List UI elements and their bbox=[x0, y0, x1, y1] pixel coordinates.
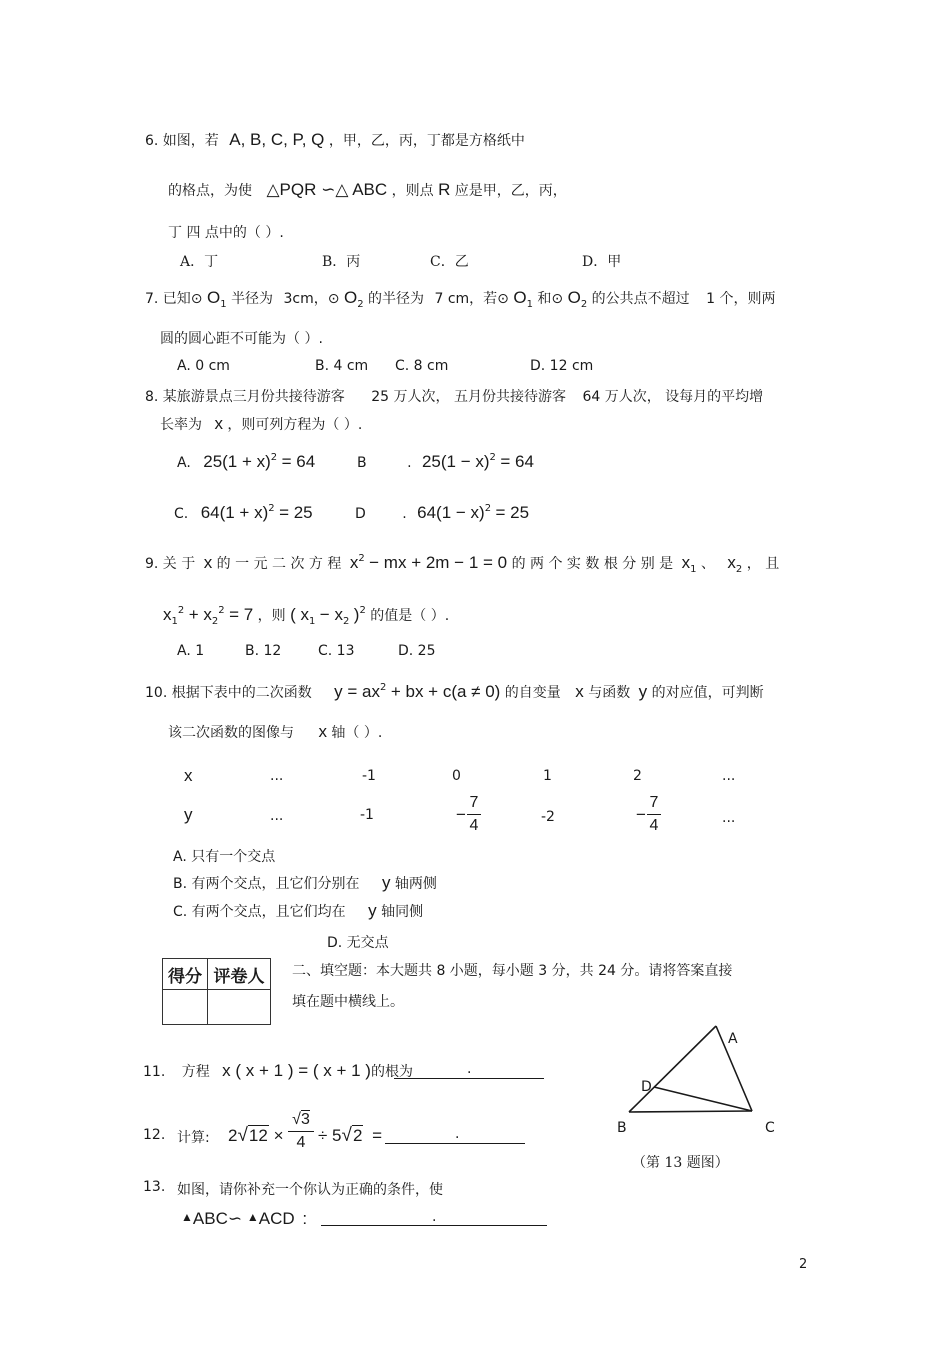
q10-table-x-6: ... bbox=[722, 768, 736, 784]
q10-table-y-label: y bbox=[184, 805, 193, 824]
q10-text-c: 与函数 bbox=[588, 685, 631, 701]
q9-option-b: B. 12 bbox=[245, 643, 282, 659]
q13-condition bbox=[181, 1209, 307, 1229]
sqrt-icon: √ bbox=[341, 1125, 352, 1146]
q8-value-2: 64 bbox=[582, 389, 601, 405]
q7-line2: 圆的圆心距不可能为（ ）. bbox=[160, 331, 323, 347]
q6-option-b: B．丙 bbox=[322, 254, 361, 270]
q12-radicand-1: 12 bbox=[248, 1126, 268, 1145]
q10-fraction-1-bar bbox=[467, 814, 481, 815]
q6-point-r: R bbox=[438, 180, 451, 199]
sqrt-icon: √ bbox=[292, 1111, 301, 1128]
q10-option-b-y: y bbox=[381, 873, 391, 892]
q10-table-x-1: ... bbox=[270, 768, 284, 784]
q8-option-c-label: C. bbox=[174, 506, 189, 522]
q6-similar-triangles: △PQR ∽△ ABC bbox=[266, 180, 388, 199]
q8-line2 bbox=[160, 414, 362, 434]
q10-option-a: A. 只有一个交点 bbox=[173, 849, 276, 865]
q9-text-c: 的 两 个 实 数 根 分 别 是 bbox=[511, 556, 674, 572]
q8-text-c: 万人次， 设每月的平均增 bbox=[604, 389, 764, 405]
q8-text-a: 8. 某旅游景点三月份共接待游客 bbox=[145, 389, 345, 405]
q9-option-c: C. 13 bbox=[318, 643, 355, 659]
q10-table-y-3-fraction bbox=[467, 794, 481, 835]
side-bc bbox=[629, 1111, 752, 1112]
q8-option-c-eq: 64(1 + x) bbox=[200, 503, 269, 522]
q12-expression-tail bbox=[318, 1125, 382, 1147]
q13-triangle-figure bbox=[612, 1020, 802, 1130]
q12-fraction-den: 4 bbox=[296, 1134, 306, 1151]
q7-sub-2: 2 bbox=[357, 299, 364, 310]
q10-table-y-6: ... bbox=[722, 810, 736, 826]
q10-var-x: x bbox=[575, 682, 584, 701]
score-table-input-row bbox=[163, 990, 271, 1025]
q8-option-b bbox=[357, 452, 534, 472]
q8-option-b-exp: 2 bbox=[489, 452, 496, 463]
section2-instructions-line1: 二、填空题：本大题共 8 小题，每小题 3 分，共 24 分。请将答案直接 bbox=[292, 963, 733, 979]
q8-text-d: 长率为 bbox=[160, 417, 202, 433]
q11-line bbox=[143, 1061, 413, 1081]
q8-option-a-label: A. bbox=[177, 455, 191, 471]
q9-diff-close: ) bbox=[353, 605, 360, 624]
q6-option-d: D．甲 bbox=[582, 254, 622, 270]
q9-diff-sub-1: 1 bbox=[308, 616, 316, 627]
q9-line1 bbox=[145, 553, 779, 575]
q9-x2-exp: 2 bbox=[218, 605, 225, 616]
q10-table-y-2: -1 bbox=[360, 807, 374, 823]
q10-fraction-2-den: 4 bbox=[649, 817, 659, 834]
q8-line1 bbox=[145, 386, 763, 406]
q9-diff-minus: − x bbox=[319, 605, 343, 624]
q6-line1 bbox=[145, 130, 525, 150]
q6-option-c: C．乙 bbox=[430, 254, 469, 270]
q11-text-a: 方程 bbox=[181, 1064, 210, 1080]
q9-root-1-sub: 1 bbox=[690, 564, 697, 575]
q8-option-d-rhs: = 25 bbox=[495, 503, 530, 522]
q9-x1-exp: 2 bbox=[177, 605, 185, 616]
q8-option-d-dot: . bbox=[402, 506, 407, 522]
q10-table-y-3-sign: − bbox=[456, 805, 466, 824]
q9-text-d: ， 且 bbox=[746, 556, 780, 572]
q12-fraction-num bbox=[288, 1111, 314, 1129]
grader-label-cell: 评卷人 bbox=[208, 959, 271, 990]
q10-option-b-text-a: B. 有两个交点，且它们分别在 bbox=[173, 876, 360, 892]
q10-table-y-4: -2 bbox=[541, 809, 555, 825]
fig-caption: （第 13 题图） bbox=[632, 1155, 729, 1171]
score-table bbox=[162, 958, 271, 1025]
q8-text-b: 万人次， 五月份共接待游客 bbox=[393, 389, 566, 405]
q10-text-a: 10. 根据下表中的二次函数 bbox=[145, 685, 312, 701]
q6-option-a: A．丁 bbox=[180, 254, 219, 270]
q6-text-b: ，甲，乙，丙，丁都是方格纸中 bbox=[328, 133, 525, 149]
q9-x1-sub: 1 bbox=[171, 616, 178, 627]
q11-equation: x ( x + 1 ) = ( x + 1 ) bbox=[222, 1061, 371, 1080]
q7-line1 bbox=[145, 288, 776, 310]
q7-text-c: ，⊙ bbox=[313, 291, 340, 307]
q6-text-c: 的格点，为使 bbox=[168, 183, 252, 199]
q9-option-a: A. 1 bbox=[177, 643, 205, 659]
q7-sub-4: 2 bbox=[580, 299, 588, 310]
q8-text-e: ，则可列方程为（ ）. bbox=[227, 417, 363, 433]
q9-diff-open: ( x bbox=[290, 605, 309, 624]
q10-option-b-text-b: 轴两侧 bbox=[394, 876, 437, 892]
section2-instructions-line2: 填在题中横线上。 bbox=[292, 994, 404, 1010]
q9-equation: − mx + 2m − 1 = 0 bbox=[369, 553, 508, 572]
q8-option-a-eq: 25(1 + x) bbox=[203, 452, 271, 471]
q8-value-1: 25 bbox=[371, 389, 390, 405]
q6-points: A, B, C, P, Q bbox=[229, 130, 325, 149]
q9-root-2: x bbox=[727, 553, 736, 572]
fig-label-a: A bbox=[728, 1031, 738, 1047]
q10-fraction-1-num: 7 bbox=[469, 794, 479, 811]
q12-blank-dot: . bbox=[455, 1126, 460, 1142]
q9-diff-exp: 2 bbox=[359, 605, 366, 616]
q10-text-e: 该二次函数的图像与 bbox=[168, 725, 294, 741]
q10-option-d: D. 无交点 bbox=[327, 935, 389, 951]
q9-x2-sub: 2 bbox=[211, 616, 219, 627]
q6-text-d: ，则点 bbox=[391, 183, 434, 199]
q10-table-x-4: 1 bbox=[543, 768, 552, 784]
q8-option-d bbox=[355, 503, 529, 523]
q8-option-d-label: D bbox=[355, 506, 366, 522]
score-table-header-row bbox=[163, 959, 271, 990]
q12-label: 12. bbox=[143, 1127, 166, 1143]
q10-line1 bbox=[145, 682, 764, 702]
fig-label-c: C bbox=[765, 1120, 775, 1136]
triangle-icon: ▲ bbox=[181, 1210, 193, 1224]
q10-option-c-y: y bbox=[368, 901, 377, 920]
q9-option-d: D. 25 bbox=[398, 643, 436, 659]
q8-option-b-eq: 25(1 − x) bbox=[421, 452, 490, 471]
q8-option-a bbox=[177, 452, 315, 472]
q10-table-y-5-fraction bbox=[647, 794, 661, 835]
q10-text-b: 的自变量 bbox=[504, 685, 561, 701]
q13-label: 13. bbox=[143, 1179, 166, 1195]
q7-option-a: A. 0 cm bbox=[177, 358, 230, 374]
q9-text-b: 的 一 元 二 次 方 程 bbox=[216, 556, 342, 572]
fig-label-b: B bbox=[617, 1120, 627, 1136]
q10-function-rest: + bx + c(a ≠ 0) bbox=[390, 682, 501, 701]
q9-diff-sub-2: 2 bbox=[342, 616, 350, 627]
q8-option-b-rhs: = 64 bbox=[500, 452, 534, 471]
q12-times: × bbox=[273, 1126, 284, 1145]
q7-text-a: 7. 已知⊙ bbox=[145, 291, 203, 307]
q10-text-d: 的对应值，可判断 bbox=[651, 685, 764, 701]
q8-option-b-dot: . bbox=[407, 455, 412, 471]
grader-input-cell[interactable] bbox=[208, 990, 271, 1025]
q8-var-x: x bbox=[214, 414, 223, 433]
q12-text: 计算: bbox=[177, 1130, 210, 1146]
q10-table-x-label: x bbox=[184, 766, 193, 785]
q12-fraction-bar bbox=[288, 1131, 314, 1132]
q11-label: 11. bbox=[143, 1064, 166, 1080]
q10-option-c-text-b: 轴同侧 bbox=[381, 904, 424, 920]
q10-table-x-5: 2 bbox=[633, 768, 642, 784]
q10-text-f: 轴（ ）. bbox=[331, 725, 383, 741]
q8-option-d-exp: 2 bbox=[484, 503, 492, 514]
score-label-cell: 得分 bbox=[163, 959, 208, 990]
segment-dc bbox=[654, 1087, 752, 1111]
q6-text-e: 应是甲，乙，丙， bbox=[454, 183, 567, 199]
q12-answer-blank[interactable] bbox=[385, 1143, 525, 1144]
q11-answer-blank[interactable] bbox=[394, 1078, 544, 1079]
q9-text-a: 9. 关 于 bbox=[145, 556, 196, 572]
q13-triangle-abc: ABC bbox=[192, 1209, 228, 1228]
triangle-icon: ▲ bbox=[246, 1210, 259, 1224]
q7-option-c: C. 8 cm bbox=[395, 358, 449, 374]
q8-option-a-exp: 2 bbox=[270, 452, 278, 463]
q7-text-e: ，若⊙ bbox=[469, 291, 509, 307]
q10-fraction-2-bar bbox=[647, 814, 661, 815]
q9-equals-7: = 7 bbox=[229, 605, 254, 624]
q12-radicand-2: 2 bbox=[352, 1126, 363, 1145]
q10-table-x-2: -1 bbox=[362, 768, 376, 784]
q13-colon: : bbox=[302, 1209, 308, 1228]
q9-text-f: 的值是（ ）. bbox=[370, 608, 450, 624]
q7-sub-3: 1 bbox=[526, 299, 533, 310]
q11-blank-dot: . bbox=[467, 1061, 472, 1077]
q9-plus-x2: + x bbox=[188, 605, 212, 624]
q8-option-a-rhs: = 64 bbox=[281, 452, 316, 471]
q7-sub-1: 1 bbox=[220, 299, 227, 310]
q13-similar-symbol: ∽ bbox=[227, 1209, 243, 1228]
q8-option-c-exp: 2 bbox=[268, 503, 275, 514]
q8-option-d-eq: 64(1 − x) bbox=[417, 503, 485, 522]
q13-text: 如图，请你补充一个你认为正确的条件，使 bbox=[177, 1182, 443, 1198]
q12-divide: ÷ 5 bbox=[318, 1126, 342, 1145]
q7-circle-o1-b: O bbox=[513, 288, 527, 307]
q7-text-g: 的公共点不超过 bbox=[591, 291, 690, 307]
q12-fraction-radicand: 3 bbox=[300, 1111, 310, 1128]
q10-option-c-text-a: C. 有两个交点，且它们均在 bbox=[173, 904, 346, 920]
q6-line2 bbox=[168, 180, 567, 200]
sqrt-icon: √ bbox=[237, 1125, 248, 1146]
q10-option-c bbox=[173, 901, 423, 921]
q10-option-b bbox=[173, 873, 437, 893]
q10-var-x-2: x bbox=[318, 722, 327, 741]
q7-text-d: 的半径为 bbox=[368, 291, 425, 307]
q7-text-h: 个，则两 bbox=[719, 291, 776, 307]
q7-count: 1 bbox=[706, 291, 716, 307]
score-input-cell[interactable] bbox=[163, 990, 208, 1025]
q7-text-f: 和⊙ bbox=[537, 291, 564, 307]
q10-function: y = ax bbox=[334, 682, 381, 701]
page-number: 2 bbox=[799, 1257, 808, 1272]
q7-circle-o2: O bbox=[343, 288, 358, 307]
q10-function-exp: 2 bbox=[380, 682, 387, 693]
q11-text-b: 的根为 bbox=[370, 1064, 413, 1080]
q6-line3: 丁 四 点中的（ ）. bbox=[168, 225, 284, 241]
q7-circle-o2-b: O bbox=[567, 288, 581, 307]
q7-text-b: 半径为 bbox=[231, 291, 274, 307]
q8-option-c bbox=[174, 503, 313, 523]
q7-option-b: B. 4 cm bbox=[315, 358, 369, 374]
q12-coef: 2 bbox=[228, 1126, 238, 1145]
q9-x1: x bbox=[163, 605, 172, 624]
q7-option-d: D. 12 cm bbox=[530, 358, 594, 374]
q9-root-1: x bbox=[681, 553, 691, 572]
q12-fraction bbox=[288, 1111, 314, 1152]
fig-label-d: D bbox=[641, 1079, 652, 1095]
q12-expression bbox=[228, 1125, 284, 1147]
q10-var-y: y bbox=[638, 682, 648, 701]
q13-answer-blank[interactable] bbox=[321, 1225, 547, 1226]
q9-var-x: x bbox=[203, 553, 213, 572]
q9-eq-exp: 2 bbox=[358, 553, 365, 564]
q9-sep: 、 bbox=[700, 556, 715, 572]
q9-text-e: ，则 bbox=[257, 608, 286, 624]
q9-eq-x: x bbox=[349, 553, 359, 572]
q10-table-y-1: ... bbox=[270, 808, 284, 824]
q8-option-c-rhs: = 25 bbox=[279, 503, 313, 522]
q7-radius-1: 3cm bbox=[283, 291, 314, 307]
q8-option-b-label: B bbox=[357, 455, 367, 471]
q10-table-y-5-sign: − bbox=[636, 805, 646, 824]
q10-table-x-3: 0 bbox=[452, 768, 461, 784]
q10-fraction-1-den: 4 bbox=[469, 817, 479, 834]
q7-radius-2: 7 cm bbox=[434, 291, 470, 307]
q13-blank-dot: . bbox=[432, 1209, 437, 1225]
q9-line2 bbox=[163, 605, 449, 627]
q7-circle-o1: O bbox=[207, 288, 221, 307]
q10-fraction-2-num: 7 bbox=[649, 794, 659, 811]
q10-line2 bbox=[168, 722, 382, 742]
q6-text-a: 6. 如图，若 bbox=[145, 133, 219, 149]
q13-triangle-acd: ACD bbox=[258, 1209, 295, 1228]
q12-equals: = bbox=[372, 1126, 383, 1145]
q9-root-2-sub: 2 bbox=[735, 564, 743, 575]
